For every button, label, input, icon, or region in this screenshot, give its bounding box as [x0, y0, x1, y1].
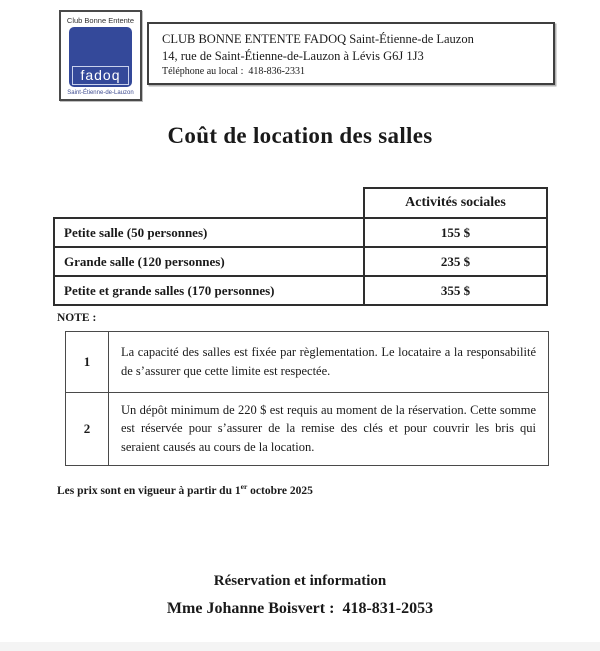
effective-date-line [57, 482, 313, 497]
effective-date-prefix: Les prix sont en vigueur à partir du 1 [57, 484, 241, 497]
room-label: Grande salle (120 personnes) [64, 253, 225, 269]
note-number: 2 [66, 393, 109, 465]
club-info-box [147, 22, 555, 85]
table-row [55, 219, 546, 248]
page-title: Coût de location des salles [167, 123, 433, 148]
room-price: 235 $ [363, 248, 546, 275]
note-text: Un dépôt minimum de 220 $ est requis au moment de la réservation. Cette somme est réservée pour s’assurer de la remise des clés et pour couvrir les bris qui seraient causés au cours de la location. [121, 402, 536, 454]
fadoq-wordmark: fadoq [72, 66, 129, 85]
club-phone-line: Téléphone au local : 418-836-2331 [162, 66, 306, 77]
logo-location-caption: Saint-Étienne-de-Lauzon [67, 90, 134, 96]
club-address-line: 14, rue de Saint-Étienne-de-Lauzon à Lévis G6J 1J3 [162, 48, 424, 63]
note-row [66, 392, 548, 465]
room-label: Petite et grande salles (170 personnes) [64, 282, 275, 298]
club-name-line: CLUB BONNE ENTENTE FADOQ Saint-Étienne-de Lauzon [162, 32, 474, 46]
price-table-column-header: Activités sociales [363, 187, 548, 217]
note-number: 1 [66, 332, 109, 392]
note-text: La capacité des salles est fixée par règlementation. Le locataire a la responsabilité de s’assurer que cette limite est respectée. [121, 345, 536, 378]
room-label: Petite salle (50 personnes) [64, 224, 208, 240]
effective-date-suffix: octobre 2025 [247, 484, 313, 497]
fadoq-logo-square [69, 27, 132, 87]
scan-bottom-edge [0, 642, 600, 651]
room-price: 155 $ [363, 219, 546, 246]
logo-club-name: Club Bonne Entente [66, 16, 135, 25]
table-row [55, 248, 546, 277]
note-heading: NOTE : [57, 312, 97, 324]
reservation-heading: Réservation et information [213, 573, 387, 589]
notes-table [65, 331, 549, 466]
price-table-body [53, 217, 548, 306]
note-row [66, 332, 548, 392]
room-price: 355 $ [363, 277, 546, 304]
effective-date-superscript: er [240, 482, 248, 491]
fadoq-logo [59, 10, 142, 101]
price-table [53, 187, 548, 306]
table-row [55, 277, 546, 304]
contact-line: Mme Johanne Boisvert : 418-831-2053 [166, 600, 434, 617]
